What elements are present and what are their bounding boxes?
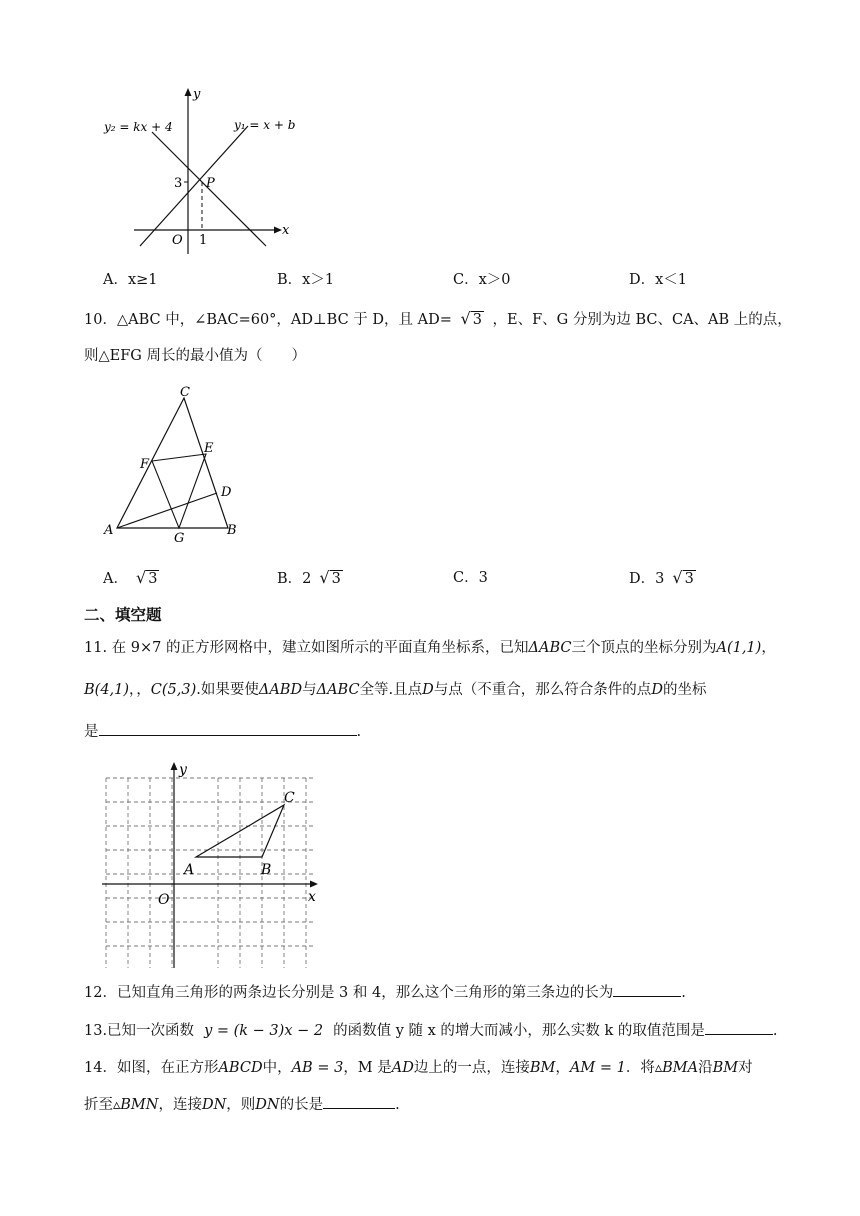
q10-text-post: ，E、F、G 分别为边 BC、CA、AB 上的点， bbox=[492, 312, 792, 328]
x-tick-label: 1 bbox=[199, 233, 208, 248]
q10-figure bbox=[100, 382, 250, 547]
q12-answer-blank[interactable] bbox=[613, 982, 681, 997]
y-tick-label: 3 bbox=[174, 176, 183, 191]
q10-option-d: D．3 √ 3 bbox=[629, 568, 694, 587]
svg-text:x: x bbox=[308, 889, 316, 905]
q11-grid-figure bbox=[96, 758, 328, 973]
svg-text:y: y bbox=[179, 762, 187, 778]
q10-option-a: A． √ 3 bbox=[103, 568, 158, 587]
q9-option-c: C．x＞0 bbox=[453, 272, 511, 288]
svg-text:C: C bbox=[180, 385, 190, 400]
svg-text:A: A bbox=[104, 523, 114, 538]
svg-text:D: D bbox=[221, 485, 232, 500]
q13-answer-blank[interactable] bbox=[705, 1020, 773, 1035]
triangle-efg bbox=[152, 454, 206, 528]
q9-graph bbox=[96, 86, 306, 256]
line1-label: y₁ = x + b bbox=[234, 118, 296, 132]
svg-text:C: C bbox=[284, 790, 295, 806]
svg-text:B: B bbox=[227, 523, 237, 538]
q10-line2: 则△EFG 周长的最小值为（ ） bbox=[84, 348, 306, 364]
q11-line2: B(4,1)，，C(5,3).如果要使ΔABD与ΔABC全等.且点D与点（不重合，那么符合条件的点D的坐标 bbox=[84, 682, 707, 698]
q13-line: 13.已知一次函数 y = (k − 3)x − 2 的函数值 y 随 x 的增大而减小，那么实数 k 的取值范围是 . bbox=[84, 1020, 778, 1041]
q9-option-a: A．x≥1 bbox=[103, 272, 158, 288]
q10-option-b: B．2 √ 3 bbox=[277, 568, 341, 587]
q10-sqrt: √ 3 bbox=[460, 309, 482, 328]
q11-line1: 11. 在 9×7 的正方形网格中，建立如图所示的平面直角坐标系，已知ΔABC三个顶点的坐标分别为A(1,1)， bbox=[84, 640, 776, 656]
svg-text:G: G bbox=[174, 531, 185, 546]
line-y1 bbox=[140, 126, 248, 246]
q10-option-c: C．3 bbox=[453, 570, 488, 586]
y-axis-label: y bbox=[193, 87, 201, 102]
q9-option-b: B．x＞1 bbox=[277, 272, 335, 288]
q12-line: 12．已知直角三角形的两条边长分别是 3 和 4，那么这个三角形的第三条边的长为 . bbox=[84, 982, 686, 1003]
q10-text-pre: 10．△ABC 中，∠BAC=60°，AD⊥BC 于 D，且 AD= bbox=[84, 312, 452, 328]
q14-answer-blank[interactable] bbox=[323, 1094, 395, 1109]
q14-line2: 折至▵BMN，连接DN，则DN的长是 . bbox=[84, 1094, 400, 1115]
svg-text:E: E bbox=[204, 441, 214, 456]
svg-text:A: A bbox=[184, 862, 195, 878]
q14-line1: 14．如图，在正方形ABCD中，AB = 3，M 是AD边上的一点，连接BM，AM = 1．将▵BMA沿BM对 bbox=[84, 1060, 753, 1076]
svg-text:O: O bbox=[158, 892, 170, 908]
q9-option-d: D．x＜1 bbox=[629, 272, 688, 288]
q11-line3: 是 . bbox=[84, 721, 361, 742]
q11-answer-blank[interactable] bbox=[99, 721, 357, 736]
line2-label: y₂ = kx + 4 bbox=[104, 120, 173, 134]
q10-line1 bbox=[84, 309, 792, 330]
svg-text:F: F bbox=[140, 457, 150, 472]
section-title: 二、填空题 bbox=[84, 606, 162, 624]
svg-text:B: B bbox=[261, 862, 272, 878]
origin-label: O bbox=[172, 233, 183, 248]
x-axis-label: x bbox=[282, 223, 290, 238]
point-p-label: P bbox=[206, 176, 215, 191]
